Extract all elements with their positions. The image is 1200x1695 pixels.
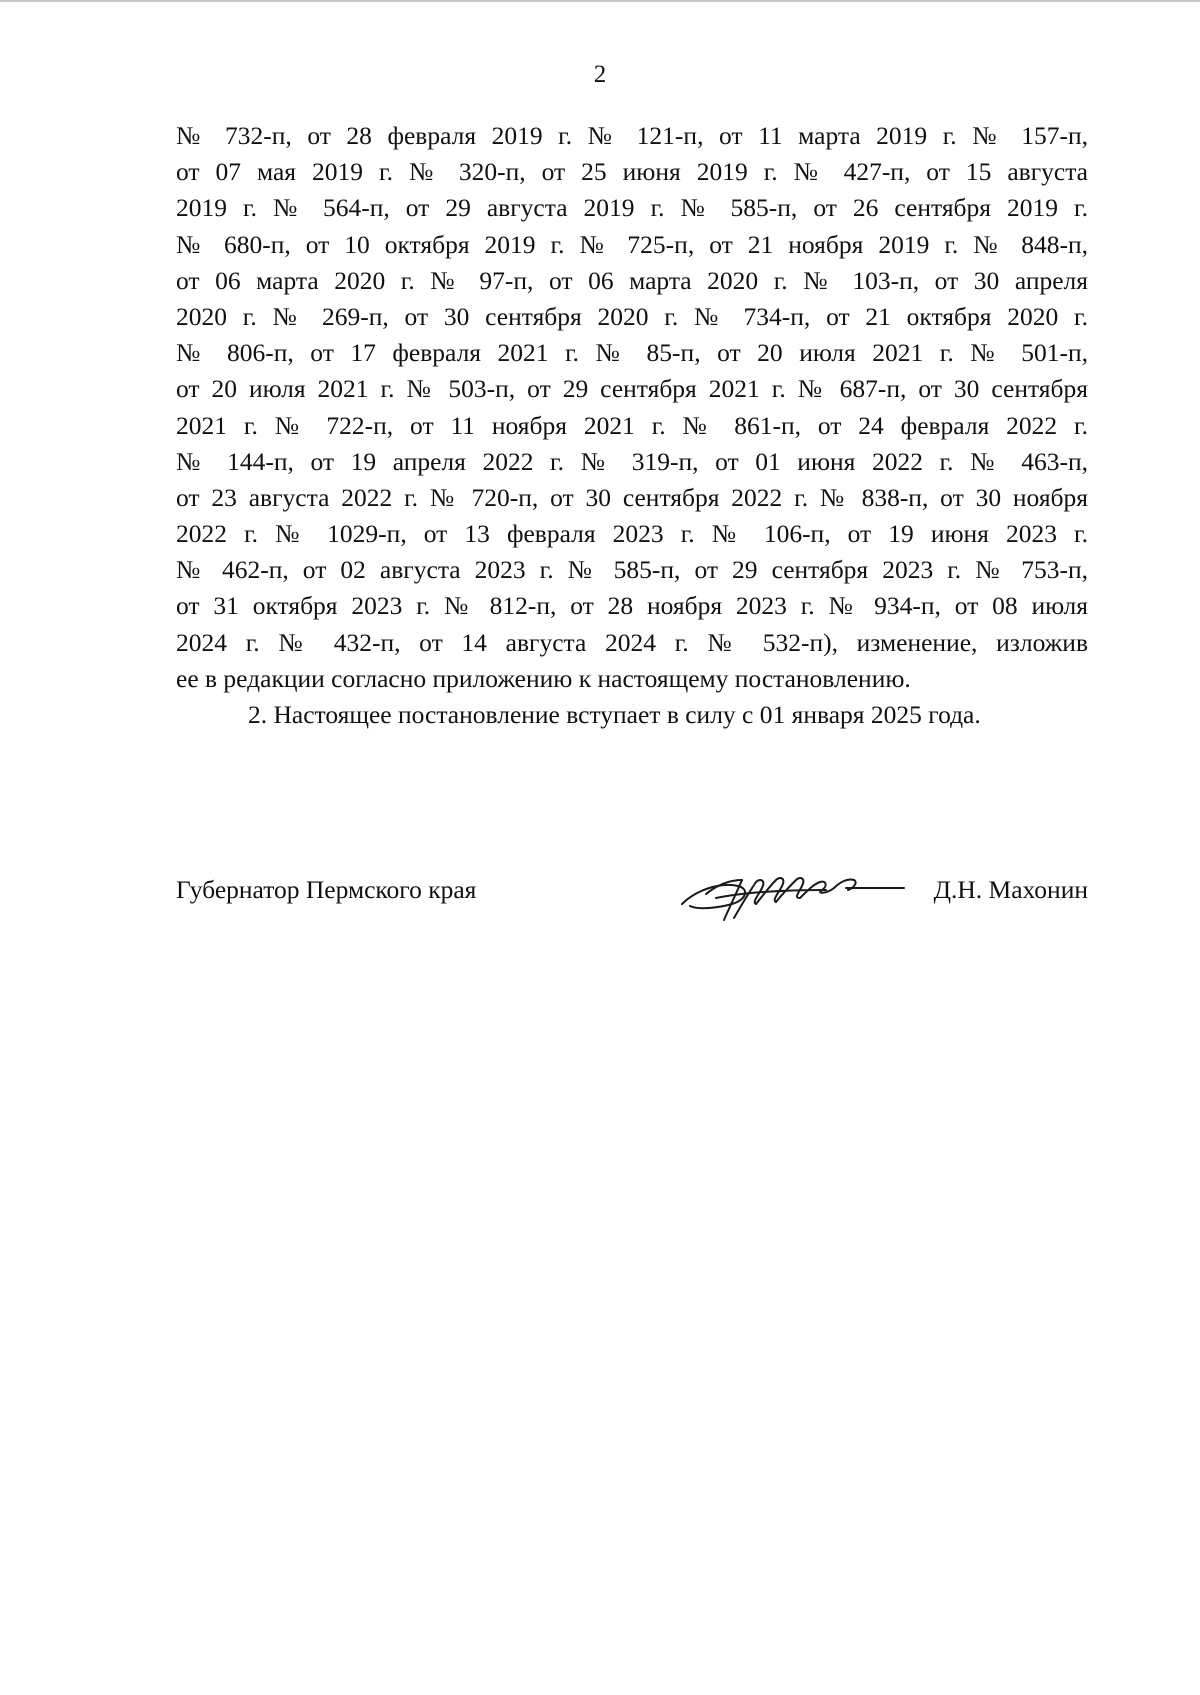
page-top-edge xyxy=(0,0,1200,2)
signer-name: Д.Н. Махонин xyxy=(933,875,1088,904)
document-body xyxy=(176,118,1088,733)
body-line: от 07 мая 2019 г. № 320-п, от 25 июня 2019 г. № 427-п, от 15 августа xyxy=(176,157,1088,187)
body-line-last: ее в редакции согласно приложению к настоящему постановлению. xyxy=(176,663,911,693)
body-line: 2021 г. № 722-п, от 11 ноября 2021 г. № 861-п, от 24 февраля 2022 г. xyxy=(176,410,1088,440)
body-line: № 806-п, от 17 февраля 2021 г. № 85-п, от 20 июля 2021 г. № 501-п, xyxy=(176,338,1088,368)
body-line: от 20 июля 2021 г. № 503-п, от 29 сентября 2021 г. № 687-п, от 30 сентября xyxy=(176,374,1088,404)
body-line: от 23 августа 2022 г. № 720-п, от 30 сентября 2022 г. № 838-п, от 30 ноября xyxy=(176,482,1088,512)
paragraph-effective-date: 2. Настоящее постановление вступает в силу с 01 января 2025 года. xyxy=(248,700,981,729)
body-line: № 144-п, от 19 апреля 2022 г. № 319-п, от 01 июня 2022 г. № 463-п, xyxy=(176,446,1088,476)
body-line: от 06 марта 2020 г. № 97-п, от 06 марта 2020 г. № 103-п, от 30 апреля xyxy=(176,265,1088,295)
page-number: 2 xyxy=(593,61,607,88)
signature-block xyxy=(176,868,1088,928)
body-line: 2024 г. № 432-п, от 14 августа 2024 г. № 532-п), изменение, изложив xyxy=(176,627,1088,657)
body-line: № 732-п, от 28 февраля 2019 г. № 121-п, от 11 марта 2019 г. № 157-п, xyxy=(176,121,1088,150)
body-line: № 680-п, от 10 октября 2019 г. № 725-п, от 21 ноября 2019 г. № 848-п, xyxy=(176,229,1088,259)
body-line: 2022 г. № 1029-п, от 13 февраля 2023 г. № 106-п, от 19 июня 2023 г. xyxy=(176,519,1088,549)
body-line: 2020 г. № 269-п, от 30 сентября 2020 г. № 734-п, от 21 октября 2020 г. xyxy=(176,301,1088,331)
handwritten-signature-icon xyxy=(676,860,906,924)
body-line: № 462-п, от 02 августа 2023 г. № 585-п, от 29 сентября 2023 г. № 753-п, xyxy=(176,555,1088,585)
signer-position-title: Губернатор Пермского края xyxy=(176,875,477,904)
body-line: 2019 г. № 564-п, от 29 августа 2019 г. № 585-п, от 26 сентября 2019 г. xyxy=(176,193,1088,223)
body-line: от 31 октября 2023 г. № 812-п, от 28 ноября 2023 г. № 934-п, от 08 июля xyxy=(176,591,1088,621)
